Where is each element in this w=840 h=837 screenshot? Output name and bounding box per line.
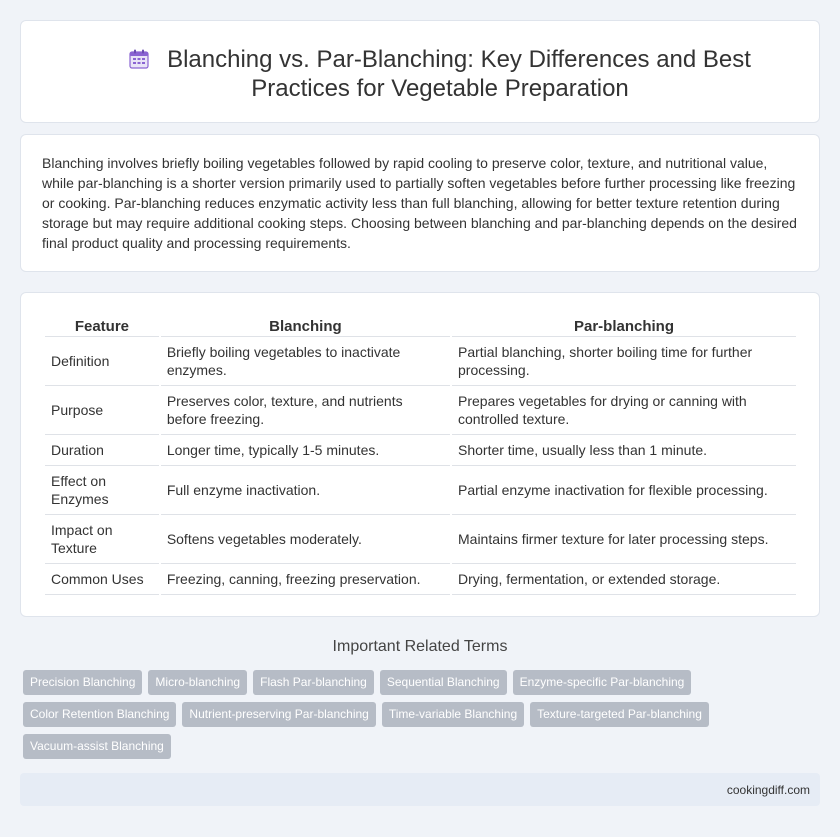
row-feature: Effect on Enzymes	[45, 466, 159, 515]
row-par-blanching: Maintains firmer texture for later processing steps.	[452, 515, 796, 564]
related-tag[interactable]: Sequential Blanching	[380, 670, 507, 695]
related-tag[interactable]: Nutrient-preserving Par-blanching	[182, 702, 375, 727]
related-terms-title: Important Related Terms	[332, 638, 508, 655]
table-row	[45, 515, 796, 564]
header-blanching: Blanching	[161, 313, 450, 337]
table-row	[45, 386, 796, 435]
calendar-icon	[129, 49, 149, 69]
row-par-blanching: Partial enzyme inactivation for flexible processing.	[452, 466, 796, 515]
related-tag[interactable]: Texture-targeted Par-blanching	[530, 702, 709, 727]
related-tag[interactable]: Vacuum-assist Blanching	[23, 734, 171, 759]
related-tag[interactable]: Time-variable Blanching	[382, 702, 524, 727]
row-blanching: Briefly boiling vegetables to inactivate enzymes.	[161, 337, 450, 386]
related-tag[interactable]: Color Retention Blanching	[23, 702, 176, 727]
row-blanching: Longer time, typically 1-5 minutes.	[161, 435, 450, 466]
row-feature: Definition	[45, 337, 159, 386]
page-title	[81, 45, 799, 103]
row-blanching: Softens vegetables moderately.	[161, 515, 450, 564]
table-row	[45, 435, 796, 466]
related-tag[interactable]: Micro-blanching	[148, 670, 247, 695]
related-tag[interactable]: Precision Blanching	[23, 670, 142, 695]
related-terms-tags	[23, 670, 723, 766]
related-tag[interactable]: Flash Par-blanching	[253, 670, 374, 695]
row-blanching: Preserves color, texture, and nutrients before freezing.	[161, 386, 450, 435]
row-blanching: Full enzyme inactivation.	[161, 466, 450, 515]
intro-paragraph: Blanching involves briefly boiling vegetables followed by rapid cooling to preserve color, texture, and nutritional value, while par-blanching is a shorter version primarily used to partially soften vegetables before further processing like freezing or cooking. Par-blanching reduces enzymatic activity less than full blanching, allowing for better texture retention during storage but may require additional cooking steps. Choosing between blanching and par-blanching depends on the desired final product quality and processing requirements.	[42, 155, 797, 251]
header-par-blanching: Par-blanching	[452, 313, 796, 337]
row-blanching: Freezing, canning, freezing preservation.	[161, 564, 450, 595]
footer	[20, 773, 820, 806]
header-feature: Feature	[45, 313, 159, 337]
row-par-blanching: Shorter time, usually less than 1 minute.	[452, 435, 796, 466]
row-feature: Duration	[45, 435, 159, 466]
row-feature: Impact on Texture	[45, 515, 159, 564]
comparison-table-card	[20, 292, 820, 617]
row-feature: Purpose	[45, 386, 159, 435]
table-row	[45, 466, 796, 515]
intro-card	[20, 134, 820, 272]
row-par-blanching: Drying, fermentation, or extended storage.	[452, 564, 796, 595]
row-feature: Common Uses	[45, 564, 159, 595]
row-par-blanching: Prepares vegetables for drying or canning with controlled texture.	[452, 386, 796, 435]
table-row	[45, 564, 796, 595]
header-card	[20, 20, 820, 123]
footer-site-link[interactable]: cookingdiff.com	[726, 783, 810, 797]
page-title-text: Blanching vs. Par-Blanching: Key Differences and Best Practices for Vegetable Preparation	[167, 46, 751, 102]
table-row	[45, 337, 796, 386]
related-tag[interactable]: Enzyme-specific Par-blanching	[513, 670, 692, 695]
table-header-row	[45, 313, 796, 337]
row-par-blanching: Partial blanching, shorter boiling time for further processing.	[452, 337, 796, 386]
comparison-table	[43, 313, 798, 595]
